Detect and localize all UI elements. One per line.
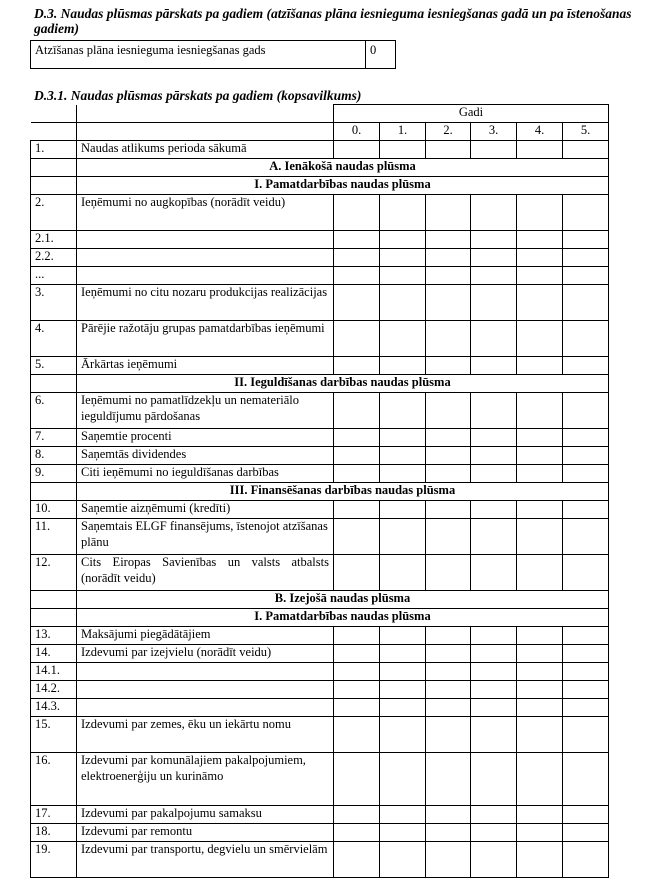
- row-label: Izdevumi par zemes, ēku un iekārtu nomu: [77, 717, 334, 753]
- value-cell[interactable]: [426, 663, 471, 681]
- submission-year-table: [30, 40, 396, 69]
- value-cell[interactable]: [517, 393, 563, 429]
- value-cell[interactable]: [471, 357, 517, 375]
- section-row-operating: [31, 177, 609, 195]
- value-cell[interactable]: [380, 806, 426, 824]
- value-cell[interactable]: [471, 555, 517, 591]
- value-cell[interactable]: [380, 249, 426, 267]
- value-cell[interactable]: [426, 627, 471, 645]
- value-cell[interactable]: [471, 645, 517, 663]
- row-number: 14.3.: [31, 699, 77, 717]
- value-cell[interactable]: [380, 645, 426, 663]
- year-columns-row: [31, 123, 609, 141]
- section-title: I. Pamatdarbības naudas plūsma: [77, 177, 609, 195]
- row-label: [77, 663, 334, 681]
- value-cell[interactable]: [334, 753, 380, 806]
- value-cell[interactable]: [334, 645, 380, 663]
- row-number: 19.: [31, 842, 77, 878]
- row-label: [77, 231, 334, 249]
- value-cell[interactable]: [334, 699, 380, 717]
- section-title: II. Ieguldīšanas darbības naudas plūsma: [77, 375, 609, 393]
- value-cell[interactable]: [426, 842, 471, 878]
- value-cell[interactable]: [471, 824, 517, 842]
- row-label: Naudas atlikums perioda sākumā: [77, 141, 334, 159]
- table-row: [31, 681, 609, 699]
- value-cell[interactable]: [334, 429, 380, 447]
- value-cell[interactable]: [517, 699, 563, 717]
- value-cell[interactable]: [334, 555, 380, 591]
- value-cell[interactable]: [563, 806, 609, 824]
- value-cell[interactable]: [380, 699, 426, 717]
- value-cell[interactable]: [563, 195, 609, 231]
- value-cell[interactable]: [563, 753, 609, 806]
- value-cell[interactable]: [426, 231, 471, 249]
- section-title: B. Izejošā naudas plūsma: [77, 591, 609, 609]
- value-cell[interactable]: [517, 681, 563, 699]
- row-label: Izdevumi par komunālajiem pakalpojumiem, elektroenerģiju un kurināmo: [77, 753, 334, 806]
- submission-year-row: [31, 41, 396, 69]
- row-label: Izdevumi par transportu, degvielu un smērvielām: [77, 842, 334, 878]
- value-cell[interactable]: [563, 141, 609, 159]
- table-row: [31, 663, 609, 681]
- value-cell[interactable]: [426, 555, 471, 591]
- table-row: [31, 842, 609, 878]
- value-cell[interactable]: [380, 393, 426, 429]
- value-cell[interactable]: [517, 519, 563, 555]
- row-number: 16.: [31, 753, 77, 806]
- value-cell[interactable]: [426, 141, 471, 159]
- row-label: Ieņēmumi no citu nozaru produkcijas realizācijas: [77, 285, 334, 321]
- row-number: 6.: [31, 393, 77, 429]
- value-cell[interactable]: [471, 501, 517, 519]
- row-number: 9.: [31, 465, 77, 483]
- row-label: Saņemtie aizņēmumi (kredīti): [77, 501, 334, 519]
- years-header-row: [31, 105, 609, 123]
- value-cell[interactable]: [426, 321, 471, 357]
- value-cell[interactable]: [334, 627, 380, 645]
- value-cell[interactable]: [517, 357, 563, 375]
- value-cell[interactable]: [517, 285, 563, 321]
- value-cell[interactable]: [380, 627, 426, 645]
- value-cell[interactable]: [517, 267, 563, 285]
- value-cell[interactable]: [563, 519, 609, 555]
- value-cell[interactable]: [380, 753, 426, 806]
- value-cell[interactable]: [471, 267, 517, 285]
- table-row: [31, 465, 609, 483]
- value-cell[interactable]: [563, 321, 609, 357]
- value-cell[interactable]: [334, 285, 380, 321]
- value-cell[interactable]: [517, 663, 563, 681]
- table-row: [31, 357, 609, 375]
- value-cell[interactable]: [334, 447, 380, 465]
- value-cell[interactable]: [517, 842, 563, 878]
- row-number: 11.: [31, 519, 77, 555]
- value-cell[interactable]: [563, 249, 609, 267]
- table-row: [31, 519, 609, 555]
- section-row-operating-out: [31, 609, 609, 627]
- year-5: 5.: [563, 123, 609, 141]
- value-cell[interactable]: [471, 429, 517, 447]
- value-cell[interactable]: [426, 806, 471, 824]
- submission-year-label: Atzīšanas plāna iesnieguma iesniegšanas gads: [31, 41, 366, 69]
- row-number: 14.1.: [31, 663, 77, 681]
- year-0: 0.: [334, 123, 380, 141]
- value-cell[interactable]: [380, 321, 426, 357]
- table-row: [31, 806, 609, 824]
- value-cell[interactable]: [563, 429, 609, 447]
- table-row: [31, 285, 609, 321]
- value-cell[interactable]: [563, 285, 609, 321]
- table-row: [31, 501, 609, 519]
- cash-flow-table: [30, 104, 609, 878]
- section-title: I. Pamatdarbības naudas plūsma: [77, 609, 609, 627]
- section-row-investing: [31, 375, 609, 393]
- row-label: [77, 681, 334, 699]
- year-2: 2.: [426, 123, 471, 141]
- value-cell[interactable]: [563, 465, 609, 483]
- value-cell[interactable]: [471, 195, 517, 231]
- value-cell[interactable]: [517, 645, 563, 663]
- table-row: [31, 321, 609, 357]
- value-cell[interactable]: [380, 681, 426, 699]
- table-row: [31, 555, 609, 591]
- value-cell[interactable]: [471, 285, 517, 321]
- value-cell[interactable]: [563, 555, 609, 591]
- table-row: [31, 699, 609, 717]
- row-number: 2.2.: [31, 249, 77, 267]
- value-cell[interactable]: [334, 717, 380, 753]
- value-cell[interactable]: [426, 285, 471, 321]
- value-cell[interactable]: [471, 321, 517, 357]
- value-cell[interactable]: [380, 267, 426, 285]
- row-number: 7.: [31, 429, 77, 447]
- year-3: 3.: [471, 123, 517, 141]
- value-cell[interactable]: [334, 267, 380, 285]
- value-cell[interactable]: [426, 501, 471, 519]
- value-cell[interactable]: [517, 141, 563, 159]
- value-cell[interactable]: [517, 321, 563, 357]
- value-cell[interactable]: [334, 519, 380, 555]
- value-cell[interactable]: [426, 519, 471, 555]
- row-number: ...: [31, 267, 77, 285]
- value-cell[interactable]: [563, 645, 609, 663]
- row-number: 1.: [31, 141, 77, 159]
- value-cell[interactable]: [563, 824, 609, 842]
- row-label: Pārējie ražotāju grupas pamatdarbības ieņēmumi: [77, 321, 334, 357]
- row-number: 8.: [31, 447, 77, 465]
- value-cell[interactable]: [471, 627, 517, 645]
- section-row-outgoing: [31, 591, 609, 609]
- row-number: 4.: [31, 321, 77, 357]
- table-row: [31, 267, 609, 285]
- value-cell[interactable]: [563, 393, 609, 429]
- row-label: Izdevumi par pakalpojumu samaksu: [77, 806, 334, 824]
- value-cell[interactable]: [563, 681, 609, 699]
- row-label: Ieņēmumi no augkopības (norādīt veidu): [77, 195, 334, 231]
- value-cell[interactable]: [334, 663, 380, 681]
- year-4: 4.: [517, 123, 563, 141]
- value-cell[interactable]: [517, 447, 563, 465]
- value-cell[interactable]: [471, 249, 517, 267]
- value-cell[interactable]: [517, 249, 563, 267]
- row-label: Cits Eiropas Savienības un valsts atbalsts (norādīt veidu): [77, 555, 334, 591]
- value-cell[interactable]: [334, 842, 380, 878]
- page-heading: D.3. Naudas plūsmas pārskats pa gadiem (atzīšanas plāna iesnieguma iesniegšanas gadā un pa īstenošanas gadiem): [34, 6, 632, 36]
- row-label: Izdevumi par remontu: [77, 824, 334, 842]
- row-label: Saņemtās dividendes: [77, 447, 334, 465]
- value-cell[interactable]: [334, 681, 380, 699]
- value-cell[interactable]: [426, 393, 471, 429]
- value-cell[interactable]: [380, 285, 426, 321]
- value-cell[interactable]: [471, 231, 517, 249]
- value-cell[interactable]: [380, 663, 426, 681]
- value-cell[interactable]: [426, 429, 471, 447]
- value-cell[interactable]: [426, 249, 471, 267]
- row-number: 12.: [31, 555, 77, 591]
- row-label: [77, 249, 334, 267]
- value-cell[interactable]: [380, 501, 426, 519]
- section-title: III. Finansēšanas darbības naudas plūsma: [77, 483, 609, 501]
- row-number: 15.: [31, 717, 77, 753]
- value-cell[interactable]: [380, 195, 426, 231]
- row-number: 18.: [31, 824, 77, 842]
- value-cell[interactable]: [563, 699, 609, 717]
- table-row: [31, 447, 609, 465]
- section-title: A. Ienākošā naudas plūsma: [77, 159, 609, 177]
- value-cell[interactable]: [563, 627, 609, 645]
- value-cell[interactable]: [471, 141, 517, 159]
- table-row: [31, 249, 609, 267]
- value-cell[interactable]: [426, 195, 471, 231]
- value-cell[interactable]: [426, 681, 471, 699]
- row-number: 5.: [31, 357, 77, 375]
- value-cell[interactable]: [380, 519, 426, 555]
- value-cell[interactable]: [426, 824, 471, 842]
- value-cell[interactable]: [380, 357, 426, 375]
- row-label: Saņemtie procenti: [77, 429, 334, 447]
- value-cell[interactable]: [517, 195, 563, 231]
- value-cell[interactable]: [563, 267, 609, 285]
- value-cell[interactable]: [380, 447, 426, 465]
- value-cell[interactable]: [471, 699, 517, 717]
- value-cell[interactable]: [563, 231, 609, 249]
- value-cell[interactable]: [563, 717, 609, 753]
- value-cell[interactable]: [471, 519, 517, 555]
- row-number: 14.: [31, 645, 77, 663]
- row-number: 14.2.: [31, 681, 77, 699]
- value-cell[interactable]: [517, 501, 563, 519]
- row-number: 2.1.: [31, 231, 77, 249]
- value-cell[interactable]: [380, 429, 426, 447]
- table-row: [31, 753, 609, 806]
- section-subheading: D.3.1. Naudas plūsmas pārskats pa gadiem (kopsavilkums): [34, 88, 362, 103]
- value-cell[interactable]: [471, 717, 517, 753]
- section-row-incoming: [31, 159, 609, 177]
- value-cell[interactable]: [517, 627, 563, 645]
- value-cell[interactable]: [563, 501, 609, 519]
- table-row: [31, 393, 609, 429]
- row-label: Saņemtais ELGF finansējums, īstenojot atzīšanas plānu: [77, 519, 334, 555]
- row-number: 2.: [31, 195, 77, 231]
- value-cell[interactable]: [471, 393, 517, 429]
- value-cell[interactable]: [426, 717, 471, 753]
- row-label: Maksājumi piegādātājiem: [77, 627, 334, 645]
- table-row: [31, 141, 609, 159]
- value-cell[interactable]: [563, 663, 609, 681]
- value-cell[interactable]: [517, 824, 563, 842]
- year-1: 1.: [380, 123, 426, 141]
- value-cell[interactable]: [517, 806, 563, 824]
- value-cell[interactable]: [563, 357, 609, 375]
- value-cell[interactable]: [380, 842, 426, 878]
- value-cell[interactable]: [517, 555, 563, 591]
- row-number: 13.: [31, 627, 77, 645]
- value-cell[interactable]: [517, 717, 563, 753]
- value-cell[interactable]: [334, 357, 380, 375]
- value-cell[interactable]: [380, 465, 426, 483]
- value-cell[interactable]: [380, 555, 426, 591]
- value-cell[interactable]: [563, 447, 609, 465]
- value-cell[interactable]: [334, 195, 380, 231]
- value-cell[interactable]: [517, 753, 563, 806]
- value-cell[interactable]: [334, 824, 380, 842]
- value-cell[interactable]: [334, 501, 380, 519]
- row-number: 3.: [31, 285, 77, 321]
- value-cell[interactable]: [426, 447, 471, 465]
- value-cell[interactable]: [426, 699, 471, 717]
- value-cell[interactable]: [471, 753, 517, 806]
- value-cell[interactable]: [471, 465, 517, 483]
- submission-year-value[interactable]: 0: [366, 41, 396, 69]
- value-cell[interactable]: [471, 842, 517, 878]
- value-cell[interactable]: [426, 645, 471, 663]
- row-label: [77, 267, 334, 285]
- table-row: [31, 645, 609, 663]
- row-label: [77, 699, 334, 717]
- value-cell[interactable]: [334, 141, 380, 159]
- table-row: [31, 429, 609, 447]
- value-cell[interactable]: [517, 231, 563, 249]
- value-cell[interactable]: [380, 231, 426, 249]
- value-cell[interactable]: [426, 753, 471, 806]
- table-row: [31, 627, 609, 645]
- value-cell[interactable]: [563, 842, 609, 878]
- value-cell[interactable]: [334, 321, 380, 357]
- value-cell[interactable]: [334, 806, 380, 824]
- value-cell[interactable]: [517, 429, 563, 447]
- value-cell[interactable]: [426, 465, 471, 483]
- table-row: [31, 195, 609, 231]
- value-cell[interactable]: [426, 357, 471, 375]
- value-cell[interactable]: [334, 393, 380, 429]
- value-cell[interactable]: [517, 465, 563, 483]
- value-cell[interactable]: [380, 824, 426, 842]
- section-row-financing: [31, 483, 609, 501]
- row-label: Izdevumi par izejvielu (norādīt veidu): [77, 645, 334, 663]
- row-number: 10.: [31, 501, 77, 519]
- value-cell[interactable]: [471, 806, 517, 824]
- value-cell[interactable]: [334, 249, 380, 267]
- table-row: [31, 824, 609, 842]
- row-number: 17.: [31, 806, 77, 824]
- row-label: Ārkārtas ieņēmumi: [77, 357, 334, 375]
- value-cell[interactable]: [334, 231, 380, 249]
- row-label: Citi ieņēmumi no ieguldīšanas darbības: [77, 465, 334, 483]
- value-cell[interactable]: [471, 447, 517, 465]
- value-cell[interactable]: [471, 663, 517, 681]
- table-row: [31, 231, 609, 249]
- row-label: Ieņēmumi no pamatlīdzekļu un nemateriālo ieguldījumu pārdošanas: [77, 393, 334, 429]
- value-cell[interactable]: [471, 681, 517, 699]
- value-cell[interactable]: [380, 717, 426, 753]
- value-cell[interactable]: [380, 141, 426, 159]
- years-header: Gadi: [334, 105, 609, 123]
- value-cell[interactable]: [334, 465, 380, 483]
- value-cell[interactable]: [426, 267, 471, 285]
- table-row: [31, 717, 609, 753]
